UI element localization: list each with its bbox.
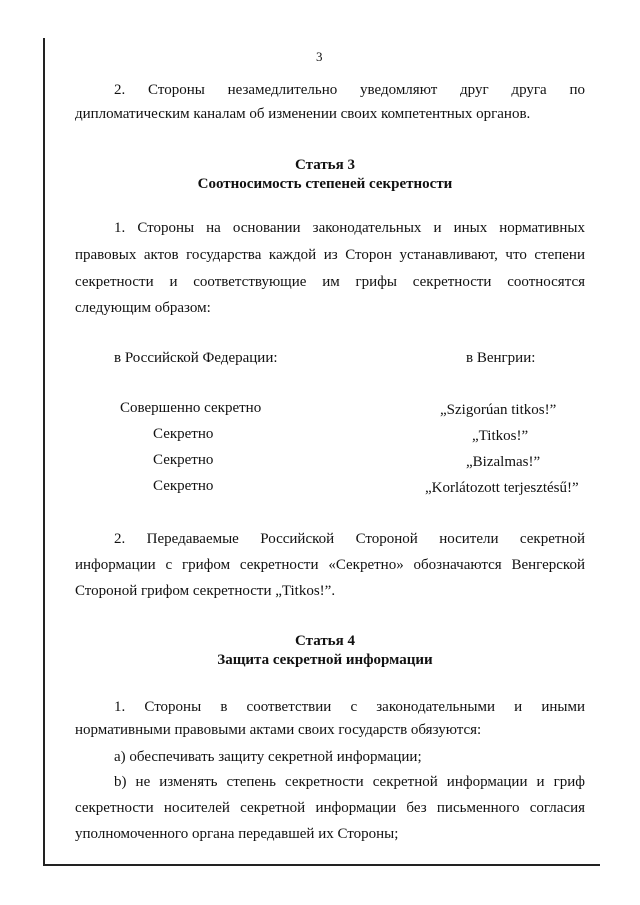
article3-para2-line2: информации с грифом секретности «Секретно» обозначаются Венгерской: [75, 557, 585, 573]
article3-para1-line1: 1. Стороны на основании законодательных и иных нормативных: [114, 220, 585, 236]
article3-para1-line4: следующим образом:: [75, 300, 211, 316]
hu-level-4: „Korlátozott terjesztésű!”: [425, 480, 579, 496]
article4-item-a: а) обеспечивать защиту секретной информации;: [114, 749, 422, 765]
hu-level-1: „Szigorúan titkos!”: [440, 402, 557, 418]
ru-level-3: Секретно: [153, 452, 214, 468]
page-number: 3: [316, 49, 323, 64]
russia-column-header: в Российской Федерации:: [114, 350, 278, 366]
page-border-bottom: [43, 864, 600, 866]
hu-level-2: „Titkos!”: [472, 428, 529, 444]
art2-para2-line1: 2. Стороны незамедлительно уведомляют друг друга по: [114, 82, 585, 98]
article3-title: Соотносимость степеней секретности: [197, 176, 453, 192]
article3-para2-line3: Стороной грифом секретности „Titkos!”.: [75, 583, 336, 599]
hu-level-3: „Bizalmas!”: [466, 454, 541, 470]
article4-heading: Статья 4: [295, 633, 355, 649]
art2-para2-line2: дипломатическим каналам об изменении своих компетентных органов.: [75, 106, 531, 122]
page-border-left: [43, 38, 45, 865]
ru-level-1: Совершенно секретно: [120, 400, 262, 416]
article4-para1-line1: 1. Стороны в соответствии с законодательными и иными: [114, 699, 585, 715]
article3-para1-line2: правовых актов государства каждой из Сторон устанавливают, что степени: [75, 247, 585, 263]
article3-para1-line3: секретности и соответствующие им грифы секретности соотносятся: [75, 274, 585, 290]
article4-item-b-line3: уполномоченного органа передавшей их Стороны;: [75, 826, 399, 842]
ru-level-4: Секретно: [153, 478, 214, 494]
article4-item-b-line1: b) не изменять степень секретности секретной информации и гриф: [114, 774, 585, 790]
article4-title: Защита секретной информации: [217, 652, 433, 668]
article3-heading: Статья 3: [295, 157, 355, 173]
article3-para2-line1: 2. Передаваемые Российской Стороной носители секретной: [114, 531, 585, 547]
article4-para1-line2: нормативными правовыми актами своих государств обязуются:: [75, 722, 482, 738]
hungary-column-header: в Венгрии:: [466, 350, 536, 366]
article4-item-b-line2: секретности носителей секретной информации без письменного согласия: [75, 800, 585, 816]
ru-level-2: Секретно: [153, 426, 214, 442]
